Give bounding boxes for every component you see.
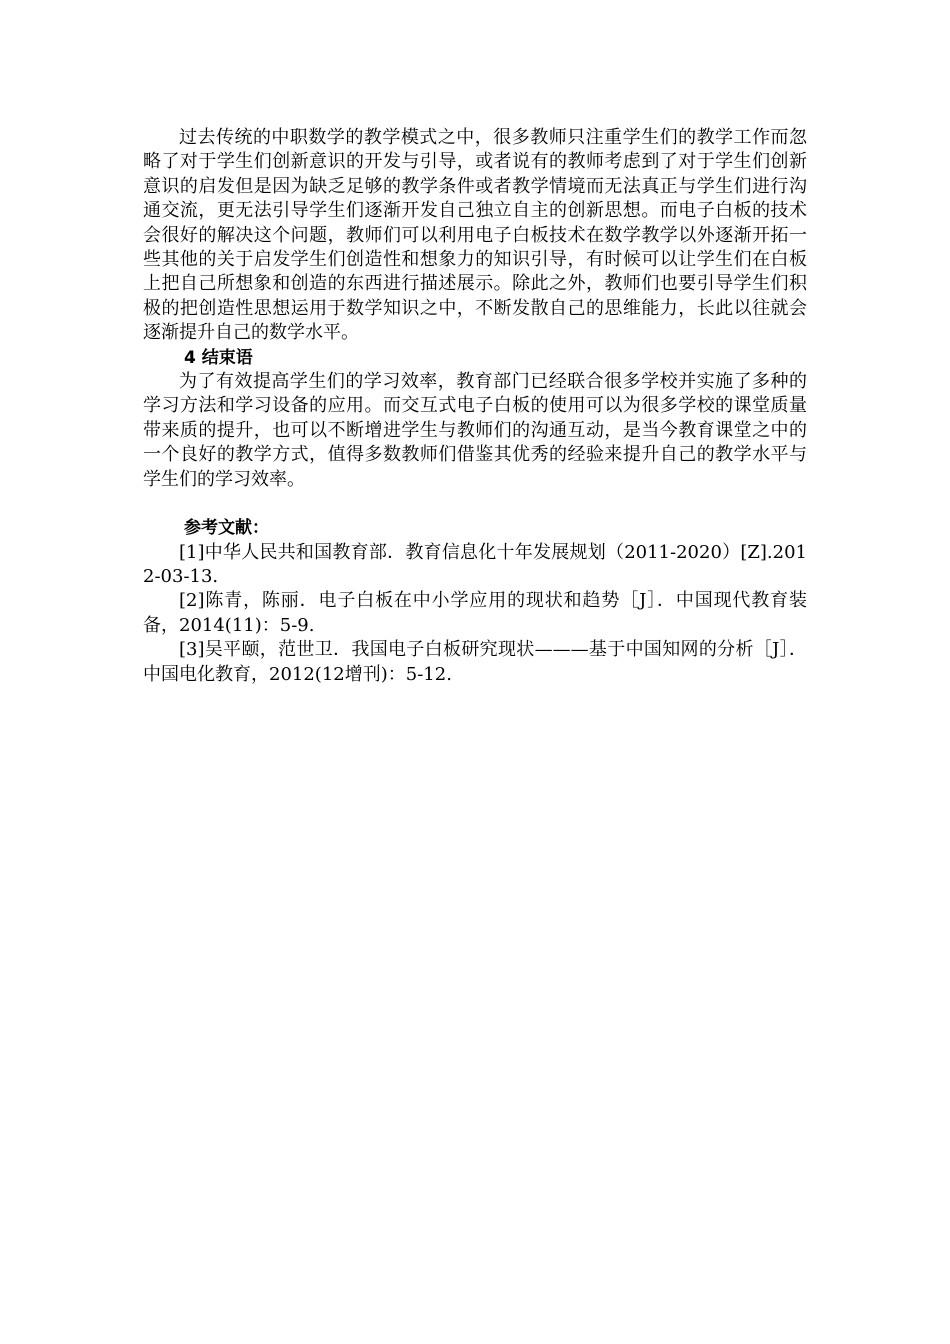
references-heading: 参考文献： — [184, 518, 269, 539]
reference-item: [3]吴平颐，范世卫．我国电子白板研究现状———基于中国知网的分析［J］．中国电化教育，2012(12增刊)：5-12. — [143, 639, 807, 685]
document-body — [143, 126, 807, 687]
reference-item: [2]陈青，陈丽．电子白板在中小学应用的现状和趋势［J］．中国现代教育装备，2014(11)：5-9. — [143, 590, 807, 636]
body-paragraph: 为了有效提高学生们的学习效率，教育部门已经联合很多学校并实施了多种的学习方法和学习设备的应用。而交互式电子白板的使用可以为很多学校的课堂质量带来质的提升，也可以不断增进学生与教师们的沟通互动，是当今教育课堂之中的一个良好的教学方式，值得多数教师们借鉴其优秀的经验来提升自己的教学水平与学生们的学习效率。 — [143, 371, 807, 490]
reference-item: [1]中华人民共和国教育部．教育信息化十年发展规划（2011-2020）[Z].2012-03-13. — [143, 541, 807, 587]
body-paragraph: 过去传统的中职数学的教学模式之中，很多教师只注重学生们的教学工作而忽略了对于学生们创新意识的开发与引导，或者说有的教师考虑到了对于学生们创新意识的启发但是因为缺乏足够的教学条件或者教学情境而无法真正与学生们进行沟通交流，更无法引导学生们逐渐开发自己独立自主的创新思想。而电子白板的技术会很好的解决这个问题，教师们可以利用电子白板技术在数学教学以外逐渐开拓一些其他的关于启发学生们创造性和想象力的知识引导，有时候可以让学生们在白板上把自己所想象和创造的东西进行描述展示。除此之外，教师们也要引导学生们积极的把创造性思想运用于数学知识之中，不断发散自己的思维能力，长此以往就会逐渐提升自己的数学水平。 — [143, 127, 807, 344]
section-heading: 4 结束语 — [184, 347, 253, 368]
references-list — [143, 541, 807, 687]
